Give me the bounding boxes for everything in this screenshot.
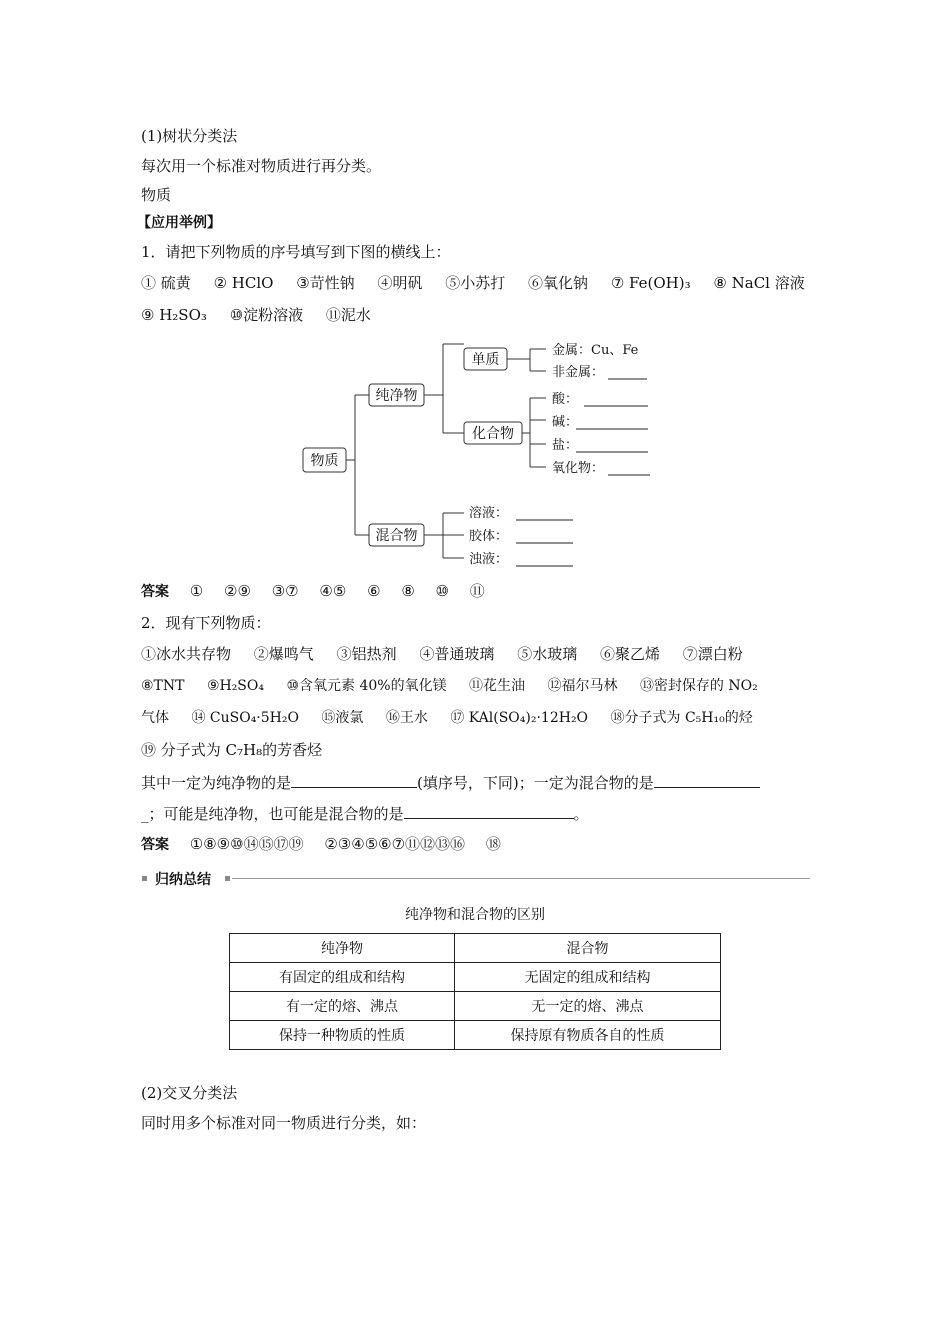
q1-item: ⑪泥水 — [325, 306, 371, 324]
table-row — [230, 1021, 721, 1050]
answer-blank[interactable] — [654, 772, 760, 788]
q2-item: ⑪花生油 — [469, 678, 526, 694]
section1-heading: (1)树状分类法 — [141, 127, 238, 145]
answer-item: ⑧ — [401, 582, 415, 600]
answer-label: 答案 — [141, 584, 169, 600]
answer-item: ⑩ — [435, 582, 449, 600]
answer-item: ① — [189, 582, 204, 600]
tree-pure-substance: 纯净物 — [375, 388, 418, 404]
q1-stem: 1．请把下列物质的序号填写到下图的横线上： — [141, 243, 451, 261]
answer-item: ⑥ — [367, 582, 381, 600]
q1-items-row2 — [141, 305, 371, 325]
comparison-table — [229, 933, 721, 1050]
section2-heading: (2)交叉分类法 — [141, 1084, 238, 1102]
answer-blank[interactable] — [291, 772, 417, 788]
table-cell: 无固定的组成和结构 — [455, 963, 721, 992]
q2-question-part: 。 — [573, 805, 589, 823]
answer-item: ①⑧⑨⑩⑭⑮⑰⑲ — [189, 835, 304, 853]
q2-item: ⑤水玻璃 — [517, 645, 578, 663]
q2-question-part: _；可能是纯净物，也可能是混合物的是 — [141, 805, 404, 823]
q1-item: ⑩淀粉溶液 — [229, 306, 304, 324]
q2-item: ⑫福尔马林 — [547, 678, 618, 694]
table-header: 混合物 — [455, 934, 721, 963]
table-cell: 保持一种物质的性质 — [230, 1021, 455, 1050]
tree-compound: 化合物 — [472, 426, 514, 442]
q2-item: ⑯王水 — [385, 710, 428, 726]
q1-item: ① 硫黄 — [141, 274, 191, 292]
q2-item: ⑬密封保存的 NO₂ — [639, 678, 758, 694]
q2-line1 — [141, 644, 743, 664]
table-cell: 有固定的组成和结构 — [230, 963, 455, 992]
q2-question-line2 — [141, 803, 589, 824]
tree-acid: 酸： — [552, 392, 579, 407]
tree-oxide: 氧化物： — [552, 461, 605, 476]
answer-label: 答案 — [141, 837, 169, 853]
q2-item: ⑥聚乙烯 — [599, 645, 660, 663]
answer-item: ②⑨ — [224, 582, 251, 600]
tree-solution: 溶液： — [469, 506, 509, 521]
q1-item: ⑥氧化钠 — [528, 274, 589, 292]
tree-suspension: 浊液： — [469, 552, 509, 567]
q2-line4: ⑲ 分子式为 C₇H₈的芳香烃 — [141, 741, 323, 759]
answer1 — [141, 581, 501, 602]
table-title: 纯净物和混合物的区别 — [405, 907, 545, 923]
table-row — [230, 992, 721, 1021]
q2-item: ③铝热剂 — [336, 645, 397, 663]
answer-item: ④⑤ — [319, 582, 347, 600]
answer2 — [141, 834, 517, 855]
q1-item: ② HClO — [213, 274, 274, 292]
answer-item: ②③④⑤⑥⑦⑪⑫⑬⑯ — [324, 835, 466, 853]
q2-item: ⑨H₂SO₄ — [206, 678, 264, 694]
tree-mixture: 混合物 — [375, 528, 418, 544]
classification-tree — [296, 336, 666, 572]
q2-line2 — [141, 676, 758, 696]
tree-element: 单质 — [471, 352, 500, 368]
q2-item: ⑩含氧元素 40%的氧化镁 — [286, 678, 447, 694]
divider — [232, 878, 810, 879]
q2-item: ⑦漂白粉 — [682, 645, 743, 663]
q1-item: ⑦ Fe(OH)₃ — [610, 274, 691, 292]
table-row — [230, 963, 721, 992]
q1-item: ⑤小苏打 — [445, 274, 506, 292]
q1-item: ④明矾 — [377, 274, 423, 292]
section1-word: 物质 — [141, 186, 172, 204]
section1-description: 每次用一个标准对物质进行再分类。 — [141, 157, 382, 175]
q2-item: 气体 — [141, 710, 169, 726]
table-header: 纯净物 — [230, 934, 455, 963]
q2-item: ④普通玻璃 — [419, 645, 495, 663]
q2-item: ⑧TNT — [141, 678, 185, 694]
table-cell: 保持原有物质各自的性质 — [455, 1021, 721, 1050]
answer-item: ⑪ — [469, 582, 485, 600]
table-cell: 无一定的熔、沸点 — [455, 992, 721, 1021]
q2-item: ⑱分子式为 C₅H₁₀的烃 — [610, 710, 753, 726]
tree-colloid: 胶体： — [469, 529, 509, 544]
bullet-square — [142, 876, 147, 881]
summary-label: 归纳总结 — [155, 872, 211, 888]
q2-item: ①冰水共存物 — [141, 645, 232, 663]
section2-description: 同时用多个标准对同一物质进行分类，如： — [141, 1114, 427, 1132]
q2-question-part: (填序号，下同)；一定为混合物的是 — [417, 774, 654, 792]
bullet-square — [225, 876, 230, 881]
tree-salt: 盐： — [552, 438, 579, 453]
q1-item: ③苛性钠 — [296, 274, 355, 292]
summary-header — [141, 869, 810, 889]
tree-metal: 金属：Cu、Fe — [552, 343, 639, 358]
answer-blank[interactable] — [404, 803, 574, 819]
table-cell: 有一定的熔、沸点 — [230, 992, 455, 1021]
q2-item: ②爆鸣气 — [253, 645, 314, 663]
q2-item: ⑮液氯 — [321, 710, 364, 726]
q2-item: ⑭ CuSO₄·5H₂O — [191, 710, 299, 726]
answer-item: ⑱ — [485, 835, 501, 853]
table-header-row — [230, 934, 721, 963]
example-tag: 【应用举例】 — [137, 215, 221, 231]
q1-items-row1 — [141, 273, 805, 293]
q2-question-part: 其中一定为纯净物的是 — [141, 774, 292, 792]
q1-item: ⑧ NaCl 溶液 — [713, 274, 805, 292]
q2-line3 — [141, 708, 753, 728]
q2-question-line1 — [141, 772, 760, 793]
q2-stem: 2．现有下列物质： — [141, 614, 271, 632]
tree-base: 碱： — [552, 415, 579, 430]
answer-item: ③⑦ — [271, 582, 299, 600]
q2-item: ⑰ KAl(SO₄)₂·12H₂O — [450, 710, 589, 726]
tree-nonmetal: 非金属： — [552, 365, 605, 380]
q1-item: ⑨ H₂SO₃ — [141, 306, 207, 324]
tree-root: 物质 — [310, 453, 339, 469]
